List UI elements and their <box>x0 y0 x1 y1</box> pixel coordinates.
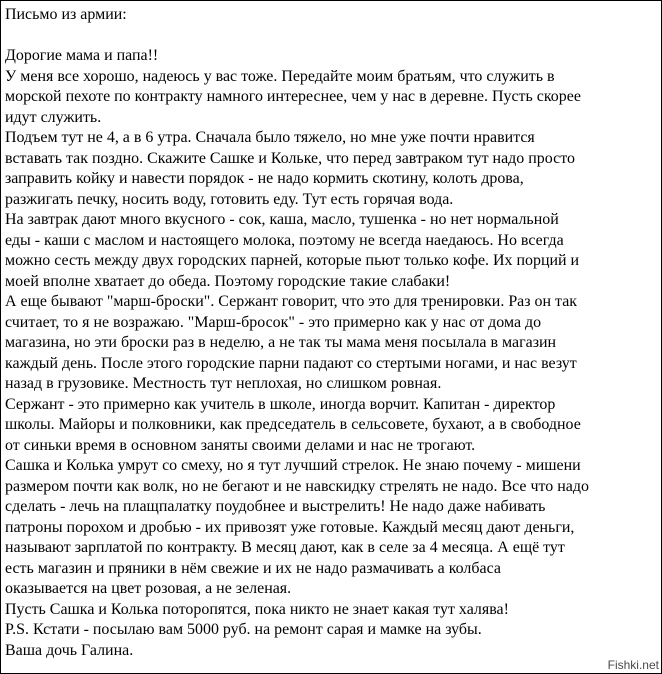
letter-line: P.S. Кстати - посылаю вам 5000 руб. на ремонт сарая и мамке на зубы. <box>5 621 482 638</box>
letter-line: морской пехоте по контракту намного интереснее, чем у нас в деревне. Пусть скорее <box>5 88 581 105</box>
letter-line: вставать так поздно. Скажите Сашке и Кольке, что перед завтраком тут надо просто <box>5 149 575 167</box>
letter-line: от синьки время в основном заняты своими делами и нас не трогают. <box>5 436 476 454</box>
letter-line: А еще бывают "марш-броски". Сержант говорит, что это для тренировки. Раз он так <box>5 293 578 310</box>
letter-line: каждый день. После этого городские парни падают со стертыми ногами, и нас везут <box>5 354 577 372</box>
letter-text <box>5 5 659 661</box>
letter-line: Ваша дочь Галина. <box>5 641 134 659</box>
watermark-logo: Fishki.net <box>607 658 659 672</box>
letter-line: моей вполне хватает до обеда. Поэтому городские такие слабаки! <box>5 272 451 290</box>
letter-line: патроны порохом и дробью - их привозят уже готовые. Каждый месяц дают деньги, <box>5 518 575 536</box>
letter-line: Сержант - это примерно как учитель в школе, иногда ворчит. Капитан - директор <box>5 395 556 413</box>
letter-line: сделать - лечь на плащпалатку поудобнее и выстрелить! Не надо даже набивать <box>5 498 546 515</box>
letter-line: еды - каши с маслом и настоящего молока, поэтому не всегда наедаюсь. Но всегда <box>5 231 564 249</box>
letter-line: Пусть Сашка и Колька поторопятся, пока никто не знает какая тут халява! <box>5 600 509 618</box>
letter-line: На завтрак дают много вкусного - сок, каша, масло, тушенка - но нет нормальной <box>5 211 559 228</box>
letter-line: можно сесть между двух городских парней, которые пьют только кофе. Их порций и <box>5 252 580 269</box>
letter-line: считает, то я не возражаю. "Марш-бросок" - это примерно как у нас от дома до <box>5 313 542 331</box>
letter-line: Подъем тут не 4, а в 6 утра. Сначала было тяжело, но мне уже почти нравится <box>5 129 535 146</box>
letter-line: назад в грузовике. Местность тут неплохая, но слишком ровная. <box>5 375 442 392</box>
letter-line: магазина, но эти броски раз в неделю, а не так ты мама меня посылала в магазин <box>5 334 557 351</box>
letter-line: Дорогие мама и папа!! <box>5 47 159 64</box>
letter-line: оказывается на цвет розовая, а не зеленая. <box>5 580 292 597</box>
letter-line: размером почти как волк, но не бегают и не навскидку стрелять не надо. Все что надо <box>5 477 589 495</box>
letter-line: У меня все хорошо, надеюсь у вас тоже. Передайте моим братьям, что служить в <box>5 67 555 85</box>
letter-line: разжигать печку, носить воду, готовить еду. Тут есть горячая вода. <box>5 190 454 208</box>
letter-line: Сашка и Колька умрут со смеху, но я тут лучший стрелок. Не знаю почему - мишени <box>5 457 581 474</box>
letter-line: называют зарплатой по контракту. В месяц дают, как в селе за 4 месяца. А ещё тут <box>5 539 565 556</box>
letter-blank-line <box>5 26 659 47</box>
letter-line: Письмо из армии: <box>5 6 127 23</box>
letter-line: есть магазин и пряники в нём свежие и их не надо размачивать а колбаса <box>5 559 501 577</box>
letter-line: идут служить. <box>5 108 102 126</box>
letter-line: заправить койку и навести порядок - не надо кормить скотину, колоть дрова, <box>5 170 524 187</box>
letter-line: школы. Майоры и полковники, как председатель в сельсовете, бухают, а в свободное <box>5 416 581 433</box>
